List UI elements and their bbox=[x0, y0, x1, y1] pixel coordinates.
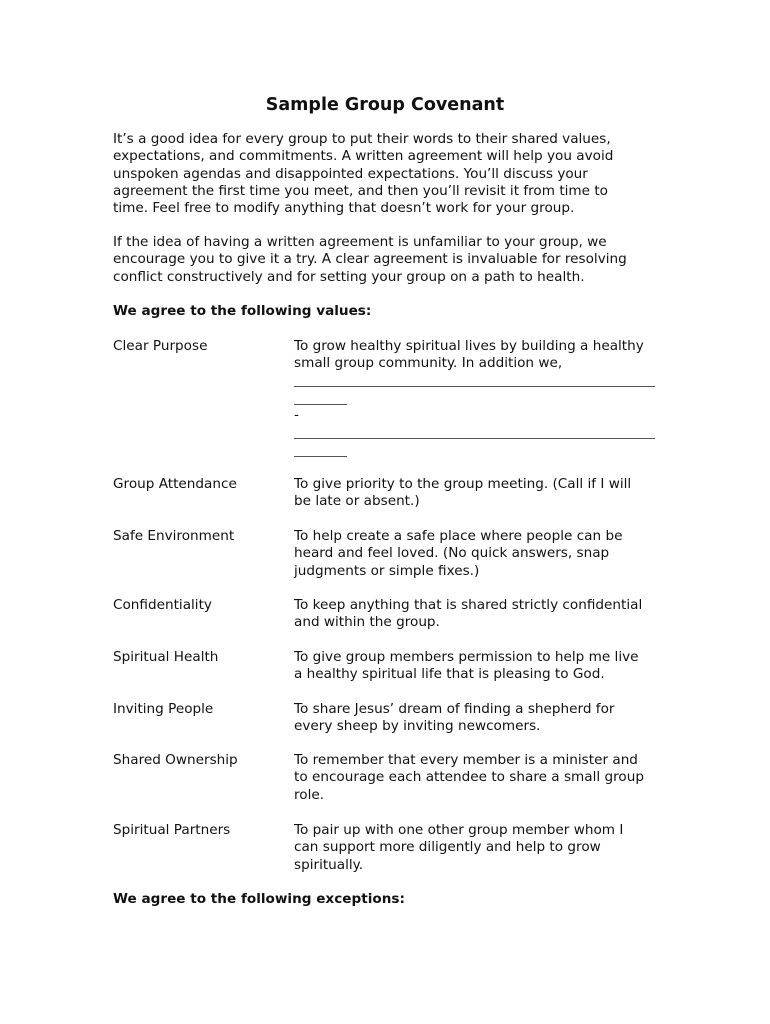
fill-in-blank-line bbox=[294, 404, 347, 405]
intro-paragraph-1-line: time. Feel free to modify anything that doesn’t work for your group. bbox=[113, 200, 575, 217]
value-desc-line: and within the group. bbox=[294, 614, 440, 631]
intro-paragraph-1-line: expectations, and commitments. A written agreement will help you avoid bbox=[113, 148, 614, 165]
value-desc-line: To give group members permission to help me live bbox=[294, 649, 639, 665]
value-desc-group-attendance bbox=[294, 476, 674, 511]
value-desc-line: can support more diligently and help to grow bbox=[294, 839, 601, 856]
value-desc-spiritual-health bbox=[294, 649, 674, 684]
values-heading: We agree to the following values: bbox=[113, 303, 372, 319]
value-desc-line: to encourage each attendee to share a small group bbox=[294, 769, 644, 786]
intro-paragraph-1 bbox=[113, 131, 673, 217]
value-label-clear-purpose: Clear Purpose bbox=[113, 338, 208, 354]
value-desc-line: a healthy spiritual life that is pleasing to God. bbox=[294, 666, 605, 683]
value-label-safe-environment: Safe Environment bbox=[113, 528, 235, 544]
value-desc-line: judgments or simple fixes.) bbox=[294, 562, 480, 579]
exceptions-heading: We agree to the following exceptions: bbox=[113, 891, 405, 907]
intro-paragraph-2-line: encourage you to give it a try. A clear agreement is invaluable for resolving bbox=[113, 251, 627, 268]
page-title: Sample Group Covenant bbox=[265, 95, 505, 115]
blank-separator-dash: - bbox=[294, 407, 299, 423]
value-desc-line: every sheep by inviting newcomers. bbox=[294, 718, 541, 735]
intro-paragraph-2 bbox=[113, 234, 673, 286]
value-desc-line: To share Jesus’ dream of finding a shepherd for bbox=[294, 701, 615, 717]
value-desc-line: role. bbox=[294, 786, 325, 803]
intro-paragraph-1-line: unspoken agendas and disappointed expectations. You’ll discuss your bbox=[113, 165, 588, 182]
value-label-spiritual-health: Spiritual Health bbox=[113, 649, 219, 665]
value-desc-line: To help create a safe place where people can be bbox=[294, 528, 623, 544]
value-desc-line: heard and feel loved. (No quick answers, snap bbox=[294, 545, 610, 562]
value-desc-line: To grow healthy spiritual lives by building a healthy bbox=[294, 338, 644, 354]
value-label-shared-ownership: Shared Ownership bbox=[113, 752, 238, 768]
value-label-group-attendance: Group Attendance bbox=[113, 476, 237, 492]
value-desc-line: spiritually. bbox=[294, 856, 364, 873]
intro-paragraph-1-line: agreement the first time you meet, and then you’ll revisit it from time to bbox=[113, 182, 608, 199]
fill-in-blank-line bbox=[294, 456, 347, 457]
value-label-confidentiality: Confidentiality bbox=[113, 597, 212, 613]
intro-paragraph-1-line: It’s a good idea for every group to put their words to their shared values, bbox=[113, 131, 611, 147]
fill-in-blank-line bbox=[294, 386, 655, 387]
value-desc-line: To pair up with one other group member whom I bbox=[294, 822, 624, 838]
intro-paragraph-2-line: conflict constructively and for setting your group on a path to health. bbox=[113, 268, 585, 285]
value-desc-safe-environment bbox=[294, 528, 674, 580]
value-desc-line: small group community. In addition we, bbox=[294, 355, 563, 372]
value-desc-line: To give priority to the group meeting. (Call if I will bbox=[294, 476, 632, 492]
value-desc-inviting-people bbox=[294, 701, 674, 736]
value-desc-line: be late or absent.) bbox=[294, 493, 420, 510]
value-label-inviting-people: Inviting People bbox=[113, 701, 214, 717]
value-desc-line: To keep anything that is shared strictly confidential bbox=[294, 597, 643, 613]
value-label-spiritual-partners: Spiritual Partners bbox=[113, 822, 231, 838]
value-desc-spiritual-partners bbox=[294, 822, 674, 874]
fill-in-blank-line bbox=[294, 438, 655, 439]
value-desc-confidentiality bbox=[294, 597, 674, 632]
intro-paragraph-2-line: If the idea of having a written agreement is unfamiliar to your group, we bbox=[113, 234, 607, 250]
value-desc-shared-ownership bbox=[294, 752, 674, 804]
value-desc-clear-purpose bbox=[294, 338, 674, 373]
value-desc-line: To remember that every member is a minister and bbox=[294, 752, 638, 768]
